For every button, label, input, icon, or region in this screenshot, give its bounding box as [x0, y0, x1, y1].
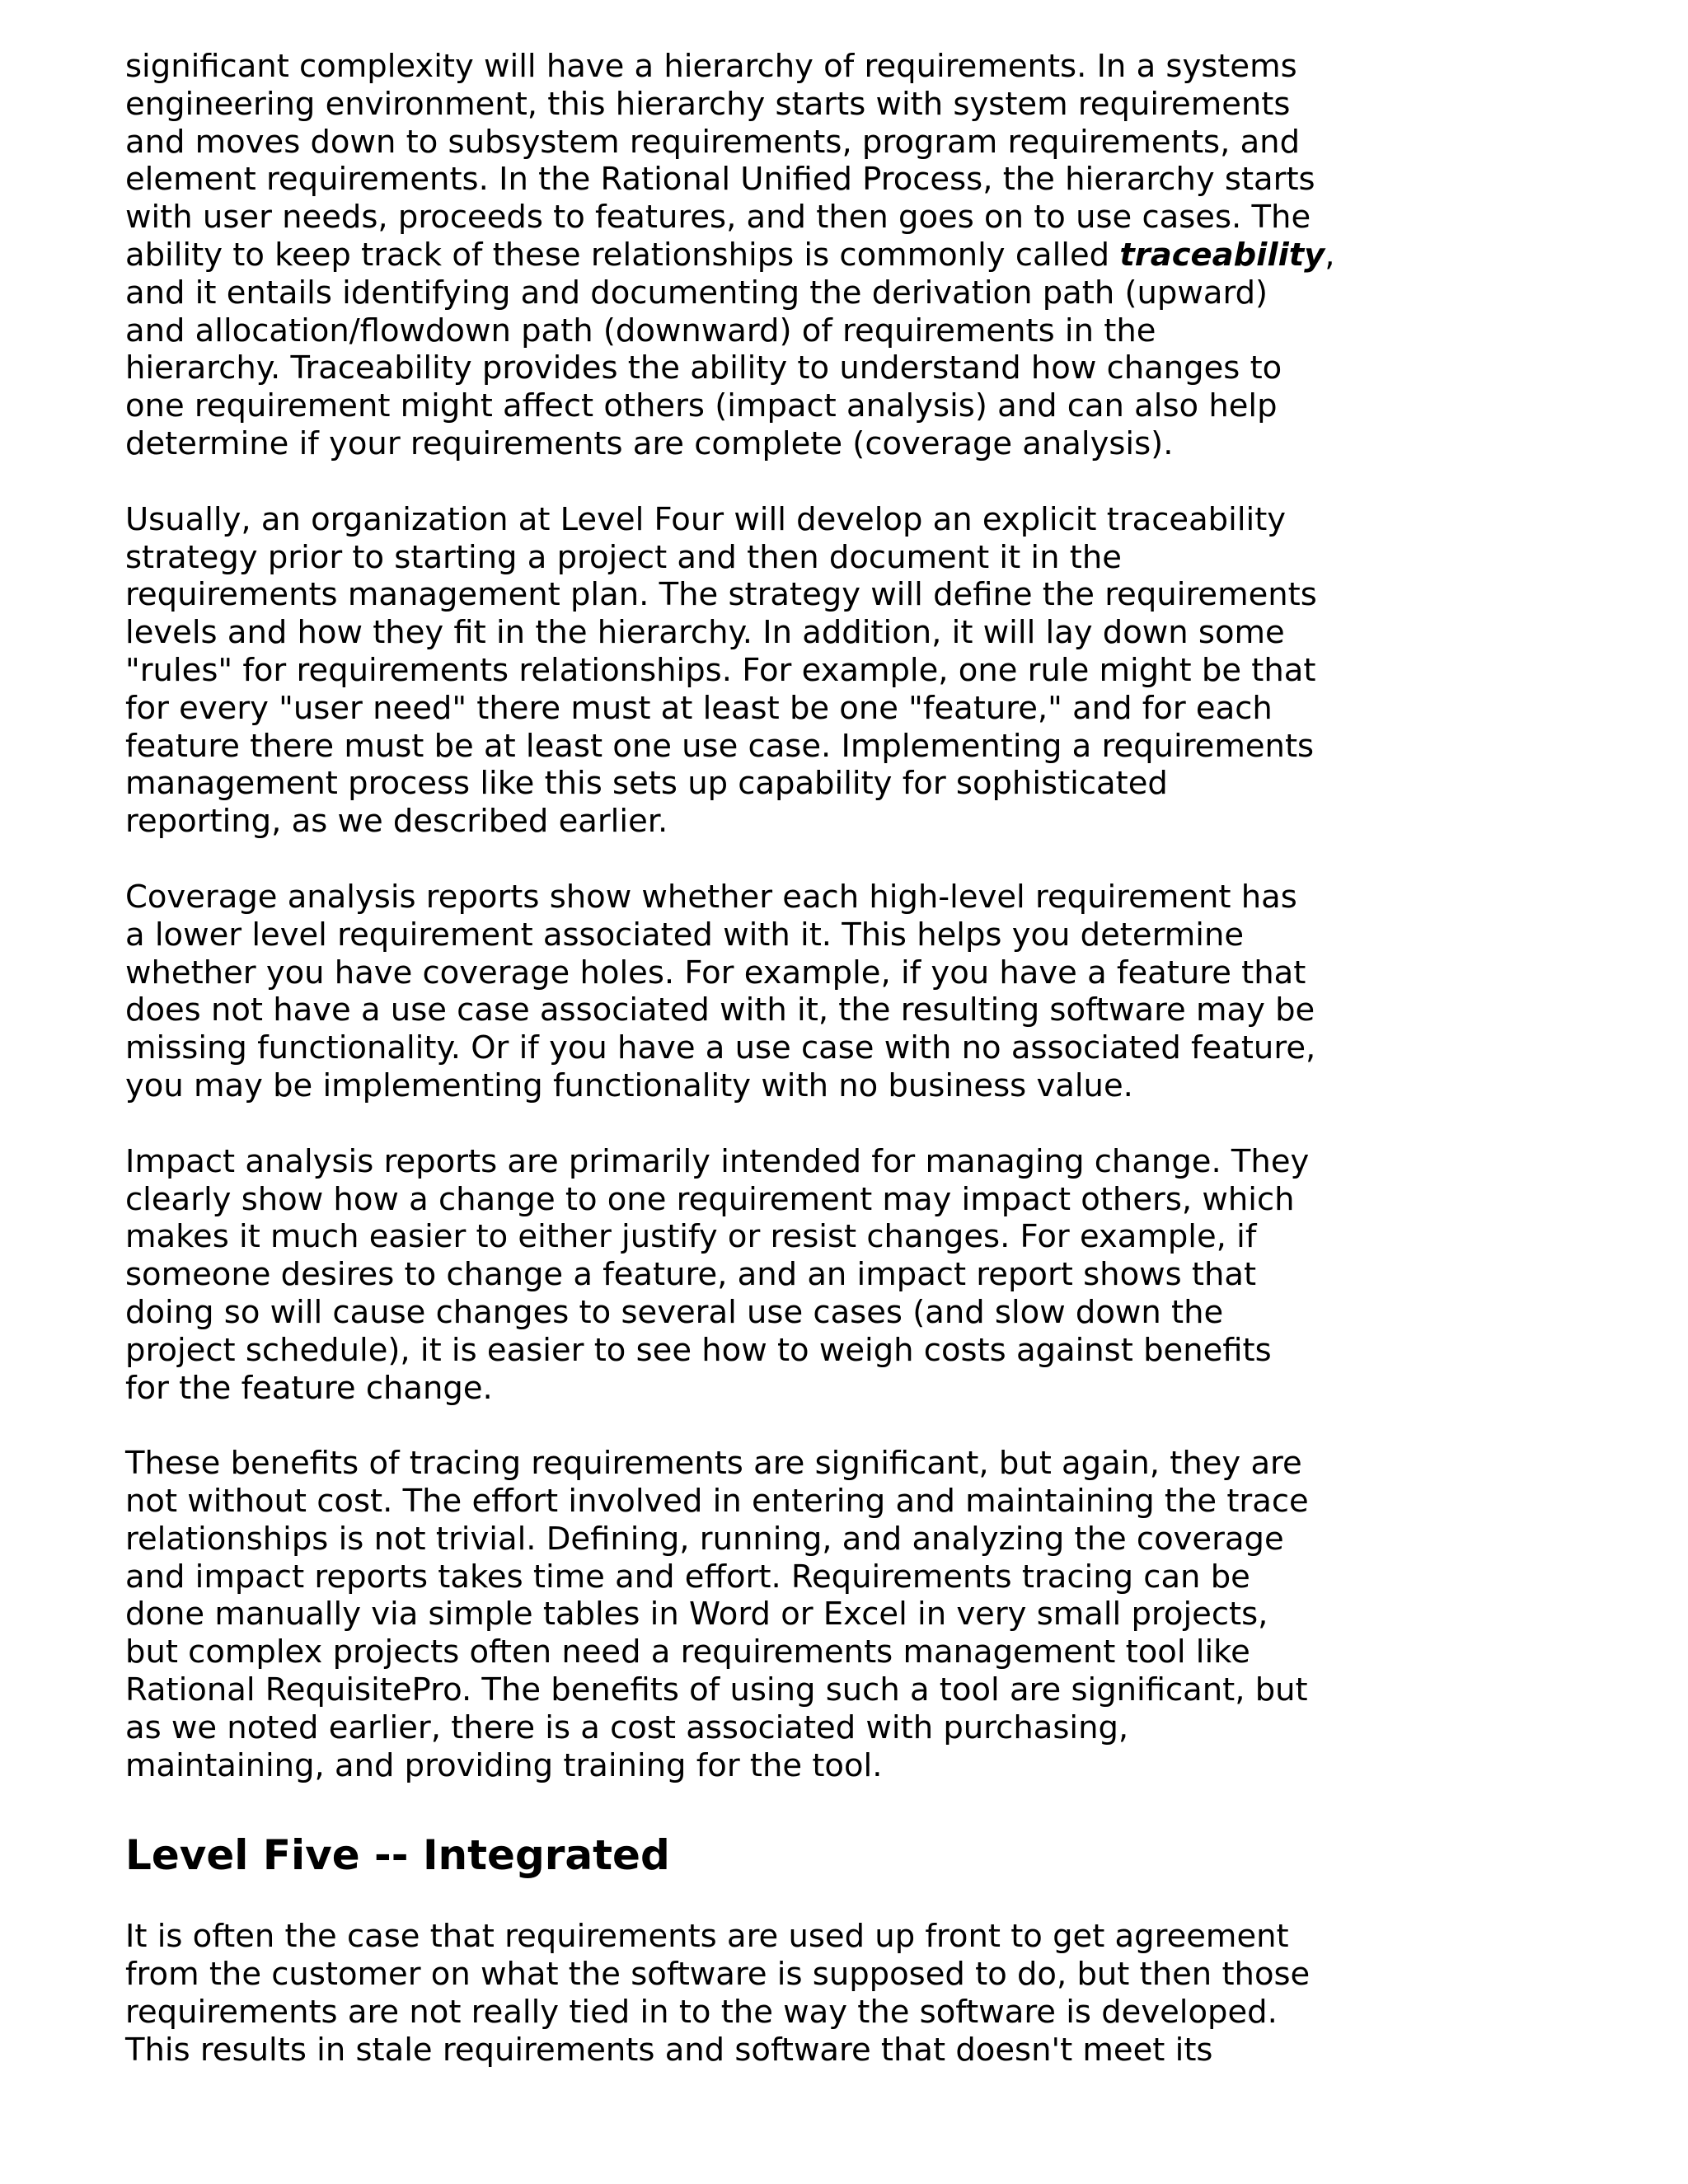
text-line: and impact reports takes time and effort. Requirements tracing can be [125, 1558, 1250, 1596]
text-line: maintaining, and providing training for the tool. [125, 1746, 883, 1784]
paragraph-traceability [125, 48, 1337, 463]
text-line: This results in stale requirements and software that doesn't meet its [125, 2031, 1213, 2069]
text-line: with user needs, proceeds to features, and then goes on to use cases. The [125, 199, 1311, 237]
text-line: Usually, an organization at Level Four will develop an explicit traceability [125, 500, 1287, 538]
paragraph-strategy [125, 501, 1337, 841]
text-line: a lower level requirement associated with it. This helps you determine [125, 916, 1245, 954]
paragraph-impact-analysis [125, 1143, 1337, 1408]
text-line: project schedule), it is easier to see how to weigh costs against benefits [125, 1331, 1272, 1369]
text-line: someone desires to change a feature, and an impact report shows that [125, 1256, 1257, 1294]
text-line: done manually via simple tables in Word or Excel in very small projects, [125, 1596, 1268, 1633]
section-heading: Level Five -- Integrated [125, 1831, 670, 1880]
text-line: Coverage analysis reports show whether each high-level requirement has [125, 878, 1297, 916]
text-line: engineering environment, this hierarchy starts with system requirements [125, 85, 1291, 123]
text-line: and allocation/flowdown path (downward) of requirements in the [125, 312, 1156, 349]
text-line: but complex projects often need a requirements management tool like [125, 1633, 1250, 1671]
text-line: and it entails identifying and documenting the derivation path (upward) [125, 274, 1268, 312]
paragraph-integrated [125, 1918, 1337, 2069]
text-fragment: ability to keep track of these relationships is commonly called [125, 236, 1120, 274]
text-line: It is often the case that requirements are used up front to get agreement [125, 1918, 1289, 1956]
text-line: reporting, as we described earlier. [125, 803, 668, 841]
text-line: does not have a use case associated with it, the resulting software may be [125, 991, 1315, 1029]
text-line: and moves down to subsystem requirements, program requirements, and [125, 123, 1301, 161]
text-line: "rules" for requirements relationships. For example, one rule might be that [125, 651, 1316, 689]
text-line: feature there must be at least one use case. Implementing a requirements [125, 727, 1315, 765]
text-line: missing functionality. Or if you have a use case with no associated feature, [125, 1029, 1316, 1067]
text-line: Rational RequisitePro. The benefits of using such a tool are significant, but [125, 1671, 1308, 1709]
text-line: from the customer on what the software is supposed to do, but then those [125, 1956, 1311, 1994]
text-line: one requirement might affect others (impact analysis) and can also help [125, 387, 1278, 425]
text-line: hierarchy. Traceability provides the ability to understand how changes to [125, 349, 1282, 387]
text-fragment: , [1325, 236, 1335, 274]
document-page [125, 48, 1337, 2107]
emphasis-term: traceability [1119, 236, 1325, 274]
text-line: requirements management plan. The strategy will define the requirements [125, 576, 1317, 614]
text-line: Impact analysis reports are primarily intended for managing change. They [125, 1142, 1310, 1180]
text-line: relationships is not trivial. Defining, running, and analyzing the coverage [125, 1520, 1284, 1558]
text-line: for every "user need" there must at least be one "feature," and for each [125, 689, 1273, 727]
text-line: clearly show how a change to one requirement may impact others, which [125, 1180, 1295, 1218]
text-line: requirements are not really tied in to the way the software is developed. [125, 1994, 1278, 2032]
text-line: not without cost. The effort involved in entering and maintaining the trace [125, 1483, 1309, 1521]
paragraph-coverage-analysis [125, 879, 1337, 1105]
text-line: you may be implementing functionality with no business value. [125, 1066, 1133, 1104]
text-line: element requirements. In the Rational Unified Process, the hierarchy starts [125, 161, 1315, 199]
text-line: as we noted earlier, there is a cost associated with purchasing, [125, 1708, 1129, 1746]
text-line: strategy prior to starting a project and then document it in the [125, 538, 1122, 576]
paragraph-tracing-costs [125, 1445, 1337, 1784]
text-line [125, 237, 1337, 274]
text-line: These benefits of tracing requirements are significant, but again, they are [125, 1445, 1302, 1483]
text-line: doing so will cause changes to several use cases (and slow down the [125, 1293, 1224, 1331]
text-line: whether you have coverage holes. For example, if you have a feature that [125, 954, 1306, 991]
text-line: significant complexity will have a hierarchy of requirements. In a systems [125, 48, 1297, 85]
text-line: for the feature change. [125, 1369, 493, 1407]
text-line: management process like this sets up capability for sophisticated [125, 765, 1168, 803]
text-line: makes it much easier to either justify or resist changes. For example, if [125, 1218, 1257, 1256]
text-line: levels and how they fit in the hierarchy. In addition, it will lay down some [125, 614, 1285, 652]
text-line: determine if your requirements are complete (coverage analysis). [125, 424, 1174, 462]
